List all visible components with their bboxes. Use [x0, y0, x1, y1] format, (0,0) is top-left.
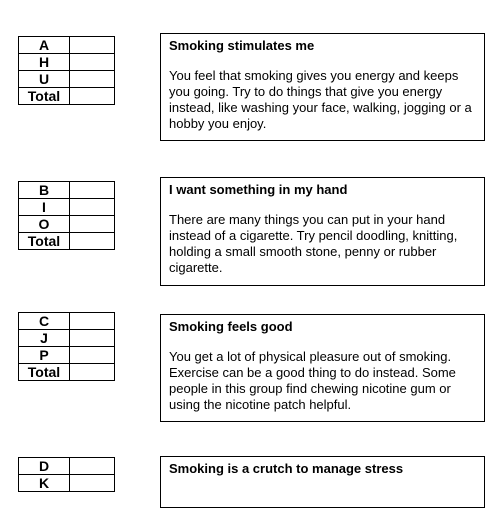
total-cell[interactable] [70, 233, 115, 250]
table-row [19, 313, 115, 330]
info-box-group-1 [160, 33, 485, 141]
table-row [19, 71, 115, 88]
table-row [19, 182, 115, 199]
total-label: Total [19, 233, 70, 250]
score-cell[interactable] [70, 37, 115, 54]
table-row [19, 233, 115, 250]
score-table-group-4 [18, 457, 115, 492]
table-row [19, 199, 115, 216]
table-row [19, 88, 115, 105]
score-table-group-1 [18, 36, 115, 105]
score-table-group-3 [18, 312, 115, 381]
score-cell[interactable] [70, 347, 115, 364]
score-cell[interactable] [70, 54, 115, 71]
box-title: Smoking feels good [169, 319, 293, 334]
row-label: B [19, 182, 70, 199]
row-label: O [19, 216, 70, 233]
row-label: I [19, 199, 70, 216]
row-label: H [19, 54, 70, 71]
row-label: J [19, 330, 70, 347]
table-row [19, 458, 115, 475]
table-row [19, 364, 115, 381]
row-label: A [19, 37, 70, 54]
total-label: Total [19, 364, 70, 381]
score-cell[interactable] [70, 475, 115, 492]
box-title: Smoking stimulates me [169, 38, 315, 53]
row-label: P [19, 347, 70, 364]
total-cell[interactable] [70, 88, 115, 105]
score-cell[interactable] [70, 313, 115, 330]
score-cell[interactable] [70, 330, 115, 347]
box-body: You feel that smoking gives you energy and keeps you going. Try to do things that give you energy instead, like washing your face, walking, jogging or a hobby you enjoy. [169, 68, 472, 131]
info-box-group-3 [160, 314, 485, 422]
total-cell[interactable] [70, 364, 115, 381]
box-body: You get a lot of physical pleasure out of smoking. Exercise can be a good thing to do instead. Some people in this group find chewing nicotine gum or using the nicotine patch helpful. [169, 349, 456, 412]
table-row [19, 37, 115, 54]
table-row [19, 54, 115, 71]
score-cell[interactable] [70, 216, 115, 233]
box-title: I want something in my hand [169, 182, 348, 197]
info-box-group-4 [160, 456, 485, 508]
score-cell[interactable] [70, 458, 115, 475]
table-row [19, 475, 115, 492]
table-row [19, 347, 115, 364]
score-table-group-2 [18, 181, 115, 250]
row-label: C [19, 313, 70, 330]
row-label: D [19, 458, 70, 475]
score-cell[interactable] [70, 199, 115, 216]
table-row [19, 330, 115, 347]
score-cell[interactable] [70, 182, 115, 199]
info-box-group-2 [160, 177, 485, 286]
score-cell[interactable] [70, 71, 115, 88]
box-body: There are many things you can put in your hand instead of a cigarette. Try pencil doodling, knitting, holding a small smooth stone, penny or rubber cigarette. [169, 212, 458, 275]
total-label: Total [19, 88, 70, 105]
row-label: K [19, 475, 70, 492]
row-label: U [19, 71, 70, 88]
box-title: Smoking is a crutch to manage stress [169, 461, 404, 476]
table-row [19, 216, 115, 233]
